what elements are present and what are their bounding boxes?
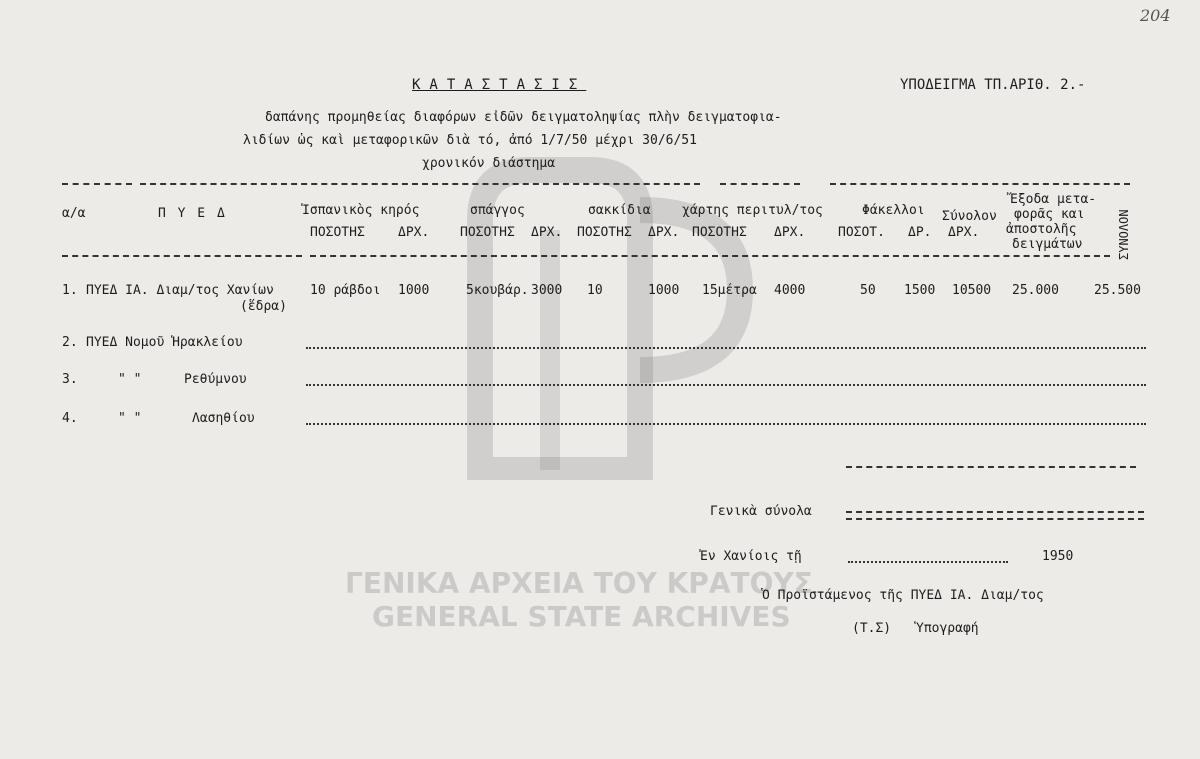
header-bottom-rule <box>310 255 1110 257</box>
row-2-dotted-line <box>306 347 1146 349</box>
row-3-ditto: " " <box>118 372 142 387</box>
row-1-grand-total: 25.500 <box>1094 283 1141 298</box>
totals-double-rule-bottom <box>846 518 1144 520</box>
row-2-name: ΠΥΕΔ Νομοῦ Ἡρακλείου <box>86 335 243 350</box>
row-1-string-drx: 3000 <box>531 283 563 298</box>
header-envelopes: Φάκελλοι <box>862 203 925 218</box>
subheader-env-qty: ΠΟΣΟΤ. <box>838 225 885 240</box>
header-grand-total: ΣΥΝΟΛΟΝ <box>1117 209 1131 260</box>
date-dotted-line <box>848 561 1008 563</box>
header-shipping-2: φορᾶς και <box>1014 207 1085 222</box>
row-1-env-qty: 50 <box>860 283 876 298</box>
row-1-wax-qty: 10 ράβδοι <box>310 283 381 298</box>
row-4-dotted-line <box>306 423 1146 425</box>
watermark-greek: ΓΕΝΙΚΑ ΑΡΧΕΙΑ ΤΟΥ ΚΡΑΤΟΥΣ <box>345 567 813 600</box>
subheader-string-qty: ΠΟΣΟΤΗΣ <box>460 225 515 240</box>
header-paper: χάρτης περιτυλ/τος <box>682 203 823 218</box>
row-1-total: 10500 <box>952 283 992 298</box>
subheader-string-drx: ΔΡΧ. <box>531 225 563 240</box>
row-3-number: 3. <box>62 372 78 387</box>
archives-logo-watermark <box>440 150 770 480</box>
header-total-drx: ΔΡΧ. <box>948 225 980 240</box>
header-bottom-rule <box>62 255 302 257</box>
subtitle-line-2: λιδίων ὡς καὶ μεταφορικῶν διὰ τό, ἀπό 1/7/50 μέχρι 30/6/51 <box>243 133 697 148</box>
row-4-number: 4. <box>62 411 78 426</box>
header-rule <box>62 183 132 185</box>
row-1-bags-drx: 1000 <box>648 283 680 298</box>
row-3-dotted-line <box>306 384 1146 386</box>
header-rule <box>140 183 700 185</box>
subheader-bags-qty: ΠΟΣΟΤΗΣ <box>577 225 632 240</box>
row-4-name: Λασηθίου <box>192 411 255 426</box>
header-rule <box>830 183 1130 185</box>
subheader-wax-drx: ΔΡΧ. <box>398 225 430 240</box>
row-1-sub: (ἕδρα) <box>240 299 287 314</box>
totals-label: Γενικὰ σύνολα <box>710 504 812 519</box>
row-2-number: 2. <box>62 335 78 350</box>
watermark-english: GENERAL STATE ARCHIVES <box>372 600 791 633</box>
header-pyed: Π Υ Ε Δ <box>158 206 227 221</box>
signature-label: Ὑπογραφή <box>916 621 979 636</box>
place-date-label: Ἐν Χανίοις τῇ <box>700 549 802 564</box>
subheader-bags-drx: ΔΡΧ. <box>648 225 680 240</box>
subtitle-line-3: χρονικόν διάστημα <box>422 156 556 171</box>
totals-rule <box>846 466 1136 468</box>
page-title: ΚΑΤΑΣΤΑΣΙΣ <box>412 77 587 93</box>
template-label: ΥΠΟΔΕΙΓΜΑ ΤΠ.ΑΡΙΘ. 2.- <box>900 77 1086 93</box>
page-number: 204 <box>1140 6 1171 25</box>
row-1-bags-qty: 10 <box>587 283 603 298</box>
row-4-ditto: " " <box>118 411 142 426</box>
header-shipping-3: ἀποστολῆς <box>1006 222 1077 237</box>
subheader-paper-drx: ΔΡΧ. <box>774 225 806 240</box>
stamp-mark: (Τ.Σ) <box>852 621 892 636</box>
header-bags: σακκίδια <box>588 203 651 218</box>
row-1-wax-drx: 1000 <box>398 283 430 298</box>
totals-double-rule-top <box>846 511 1144 513</box>
row-1-shipping: 25.000 <box>1012 283 1059 298</box>
header-string: σπάγγος <box>470 203 525 218</box>
row-1-name: ΠΥΕΔ ΙΑ. Διαμ/τος Χανίων <box>86 283 274 298</box>
header-total: Σύνολον <box>942 209 997 224</box>
place-date-year: 1950 <box>1042 549 1074 564</box>
subtitle-line-1: δαπάνης προμηθείας διαφόρων εἰδῶν δειγματοληψίας πλὴν δειγματοφια- <box>265 110 782 125</box>
header-rule <box>720 183 800 185</box>
header-shipping-4: δειγμάτων <box>1012 237 1083 252</box>
header-shipping-1: Ἔξοδα μετα- <box>1010 192 1097 207</box>
header-aa: α/α <box>62 206 86 221</box>
row-1-env-drx: 1500 <box>904 283 936 298</box>
row-3-name: Ρεθύμνου <box>184 372 247 387</box>
signer-title: Ὁ Προϊστάμενος τῆς ΠΥΕΔ ΙΑ. Διαμ/τος <box>762 588 1044 603</box>
row-1-paper-drx: 4000 <box>774 283 806 298</box>
row-1-number: 1. <box>62 283 78 298</box>
row-1-string-qty: 5κουβάρ. <box>466 283 529 298</box>
subheader-paper-qty: ΠΟΣΟΤΗΣ <box>692 225 747 240</box>
row-1-paper-qty: 15μέτρα <box>702 283 757 298</box>
subheader-wax-qty: ΠΟΣΟΤΗΣ <box>310 225 365 240</box>
subheader-env-drx: ΔΡ. <box>908 225 932 240</box>
header-wax: Ἱσπανικὸς κηρός <box>302 203 420 218</box>
